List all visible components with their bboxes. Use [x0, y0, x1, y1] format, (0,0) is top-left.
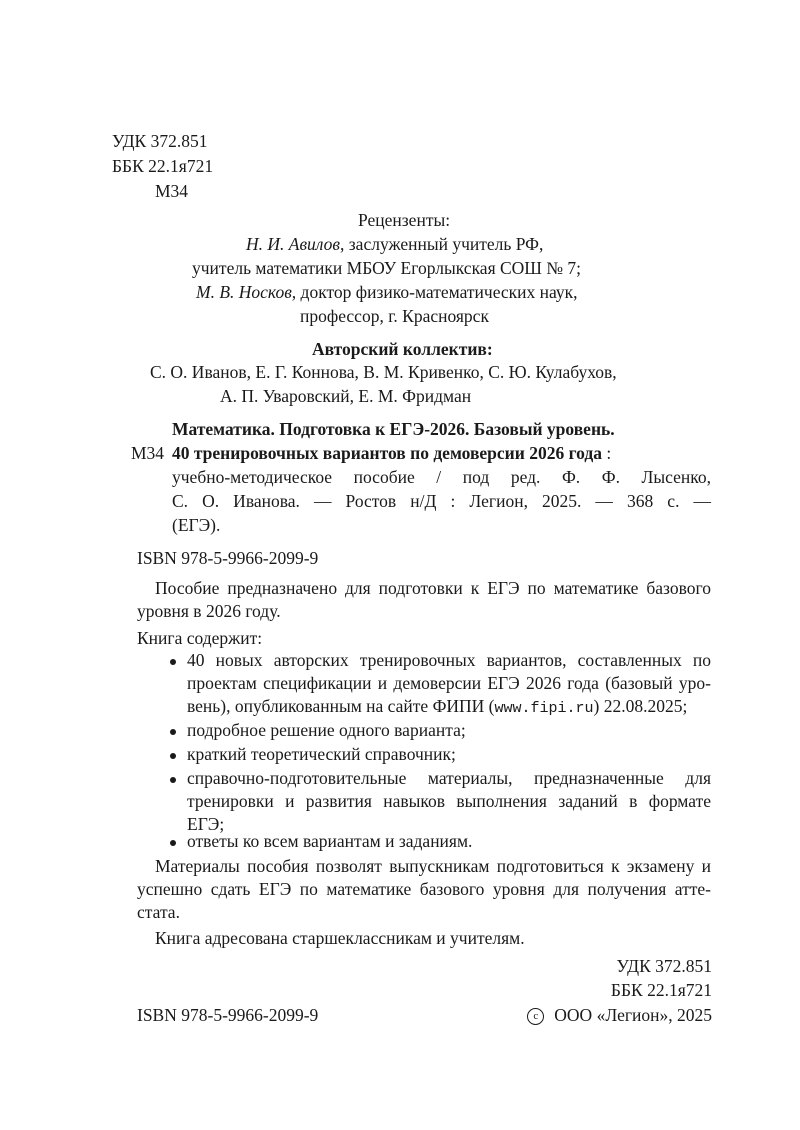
copyright-text: ООО «Легион», 2025: [554, 1005, 712, 1025]
text: вень), опубликованным на сайте ФИПИ (: [187, 696, 495, 716]
book-subtitle: 40 тренировочных вариантов по демоверсии 2026 года: [172, 443, 602, 463]
list-item-line: ответы ко всем вариантам и заданиям.: [187, 831, 473, 851]
footer-bbk: ББК 22.1я721: [610, 980, 712, 1000]
footer-isbn: ISBN 978-5-9966-2099-9: [137, 1005, 319, 1025]
author-mark: М34: [155, 181, 189, 201]
reviewer-1-name: Н. И. Авилов: [246, 234, 341, 254]
list-item-line: краткий теоретический справочник;: [187, 744, 456, 764]
bbk-code: ББК 22.1я721: [112, 156, 214, 176]
list-item-line: подробное решение одного варианта;: [187, 720, 466, 740]
isbn: ISBN 978-5-9966-2099-9: [137, 548, 319, 568]
bib-line-4: С. О. Иванова. — Ростов н/Д : Легион, 2025. — 368 с. —: [172, 491, 711, 511]
contains-heading: Книга содержит:: [137, 628, 263, 648]
annotation-p1-line-1: Пособие предназначено для подготовки к ЕГЭ по математике базового: [155, 578, 711, 598]
bullet-icon: [170, 729, 176, 735]
text: ) 22.08.2025;: [593, 696, 688, 716]
fipi-link[interactable]: www.fipi.ru: [494, 700, 594, 717]
copyright-icon: c: [527, 1008, 544, 1025]
annotation-p2-line-3: стата.: [137, 902, 180, 922]
reviewer-2-title: доктор физико-математических наук,: [296, 282, 578, 302]
annotation-p3: Книга адресована старшеклассникам и учителям.: [155, 928, 525, 948]
authors-line-2: А. П. Уваровский, Е. М. Фридман: [220, 386, 472, 406]
list-item-line: справочно-подготовительные материалы, предназначенные для: [187, 768, 711, 788]
list-item-line: проектам спецификации и демоверсии ЕГЭ 2026 года (базовый уро-: [187, 673, 711, 693]
authors-line-1: С. О. Иванов, Е. Г. Коннова, В. М. Кривенко, С. Ю. Кулабухов,: [150, 362, 617, 382]
book-title-line-1: Математика. Подготовка к ЕГЭ-2026. Базовый уровень.: [172, 419, 615, 439]
list-item-line: [187, 696, 687, 717]
copyright: [527, 1005, 712, 1026]
colon: :: [601, 443, 612, 463]
bib-line-3: учебно-методическое пособие / под ред. Ф. Ф. Лысенко,: [172, 467, 711, 487]
reviewer-1-title: , заслуженный учитель РФ,: [340, 234, 544, 254]
reviewer-2-line-2: профессор, г. Красноярск: [300, 306, 489, 326]
bullet-icon: [170, 753, 176, 759]
list-item-line: ЕГЭ;: [187, 814, 225, 834]
reviewer-1-line-1: [246, 234, 543, 255]
reviewer-2-line-1: [196, 282, 578, 303]
reviewer-2-name: М. В. Носков,: [196, 282, 297, 302]
bullet-icon: [170, 777, 176, 783]
annotation-p1-line-2: уровня в 2026 году.: [137, 601, 281, 621]
annotation-p2-line-1: Материалы пособия позволят выпускникам подготовиться к экзамену и: [155, 856, 711, 876]
bib-author-mark: М34: [131, 443, 165, 463]
reviewer-1-line-2: учитель математики МБОУ Егорлыкская СОШ № 7;: [192, 258, 582, 278]
book-title-line-2: [172, 443, 611, 464]
authors-heading: Авторский коллектив:: [312, 339, 493, 359]
annotation-p2-line-2: успешно сдать ЕГЭ по математике базового уровня для получения атте-: [137, 879, 711, 899]
bib-line-5: (ЕГЭ).: [172, 515, 221, 535]
udk-code: УДК 372.851: [112, 131, 208, 151]
footer-udk: УДК 372.851: [616, 956, 712, 976]
bullet-icon: [170, 659, 176, 665]
list-item-line: тренировки и развития навыков выполнения заданий в формате: [187, 791, 711, 811]
bullet-icon: [170, 840, 176, 846]
reviewers-heading: Рецензенты:: [358, 210, 451, 230]
list-item-line: 40 новых авторских тренировочных вариантов, составленных по: [187, 650, 711, 670]
